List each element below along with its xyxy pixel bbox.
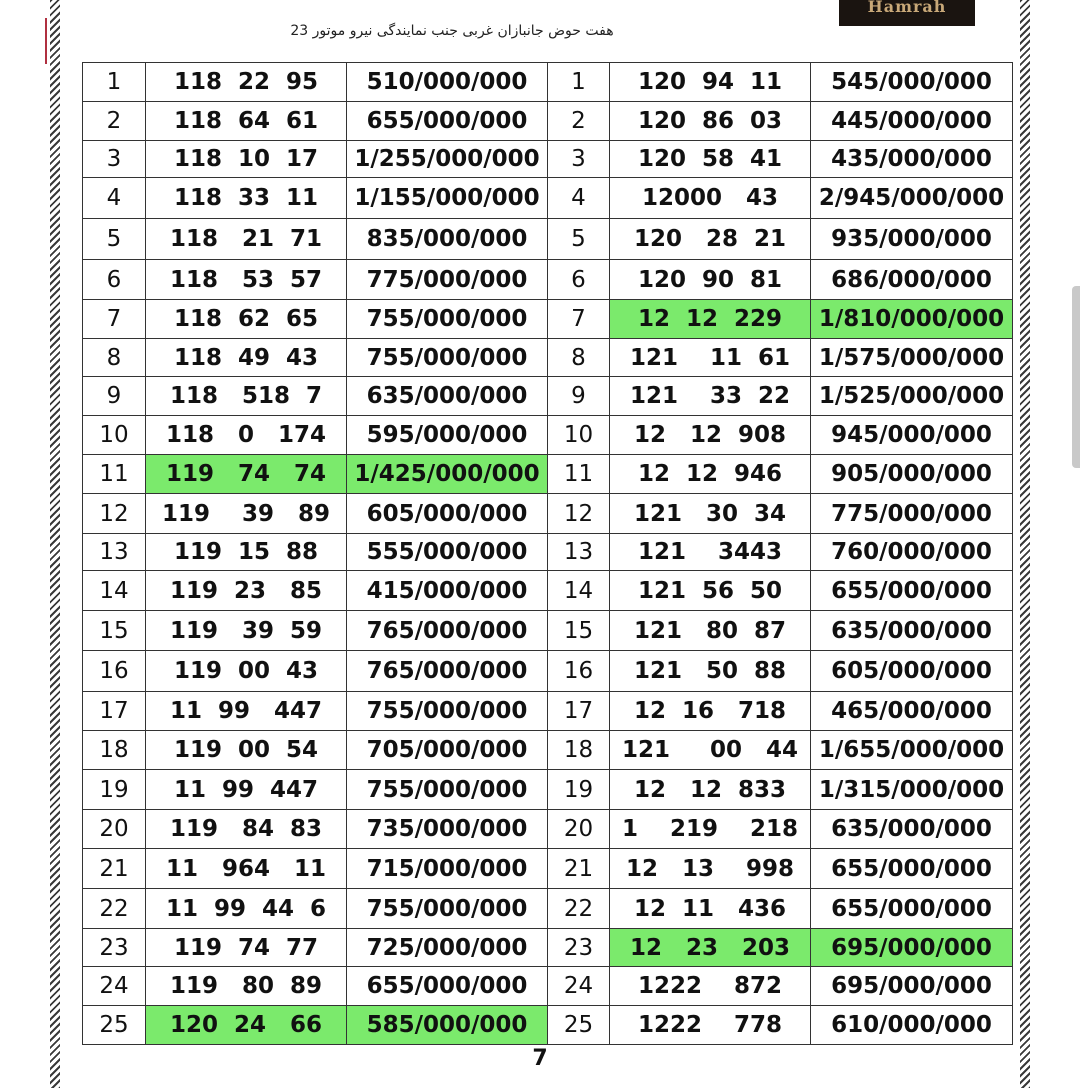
table-row [83,416,1013,455]
left-plate-number: 11 964 11 [146,849,347,889]
left-price: 755/000/000 [347,300,548,339]
table-row [83,300,1013,339]
left-price: 775/000/000 [347,260,548,300]
right-plate-number: 12 12 229 [610,300,811,339]
right-row-index: 17 [548,692,610,731]
right-plate-number: 121 56 50 [610,571,811,611]
right-price: 655/000/000 [811,571,1013,611]
page-title: هفت حوض جانبازان غربی جنب نمایندگی نیرو موتور 23 [290,23,614,39]
right-price: 545/000/000 [811,63,1013,102]
right-price: 695/000/000 [811,967,1013,1006]
table-row [83,63,1013,102]
right-price: 605/000/000 [811,651,1013,692]
right-price: 1/655/000/000 [811,731,1013,770]
right-row-index: 7 [548,300,610,339]
left-row-index: 21 [83,849,146,889]
right-plate-number: 12 23 203 [610,929,811,967]
left-row-index: 3 [83,141,146,178]
table-row [83,141,1013,178]
right-price: 655/000/000 [811,889,1013,929]
right-price: 465/000/000 [811,692,1013,731]
right-price: 686/000/000 [811,260,1013,300]
left-price: 715/000/000 [347,849,548,889]
decorative-border-right [1020,0,1030,1088]
right-price: 695/000/000 [811,929,1013,967]
left-plate-number: 119 39 59 [146,611,347,651]
table-row [83,339,1013,377]
right-plate-number: 121 80 87 [610,611,811,651]
left-price: 635/000/000 [347,377,548,416]
left-plate-number: 118 64 61 [146,102,347,141]
left-price: 1/155/000/000 [347,178,548,219]
right-price: 635/000/000 [811,810,1013,849]
right-price: 935/000/000 [811,219,1013,260]
right-plate-number: 121 33 22 [610,377,811,416]
left-row-index: 24 [83,967,146,1006]
left-price: 1/425/000/000 [347,455,548,494]
right-row-index: 8 [548,339,610,377]
left-price: 655/000/000 [347,102,548,141]
right-price: 655/000/000 [811,849,1013,889]
table-row [83,611,1013,651]
right-plate-number: 12 12 833 [610,770,811,810]
right-row-index: 15 [548,611,610,651]
left-plate-number: 11 99 44 6 [146,889,347,929]
table-row [83,810,1013,849]
left-row-index: 14 [83,571,146,611]
right-row-index: 24 [548,967,610,1006]
left-row-index: 7 [83,300,146,339]
left-row-index: 18 [83,731,146,770]
left-price: 725/000/000 [347,929,548,967]
right-plate-number: 121 00 44 [610,731,811,770]
table-row [83,889,1013,929]
left-price: 705/000/000 [347,731,548,770]
right-plate-number: 12 13 998 [610,849,811,889]
right-row-index: 4 [548,178,610,219]
right-plate-number: 120 58 41 [610,141,811,178]
right-row-index: 1 [548,63,610,102]
left-row-index: 25 [83,1006,146,1045]
right-plate-number: 121 3443 [610,534,811,571]
right-price: 905/000/000 [811,455,1013,494]
right-plate-number: 12 12 946 [610,455,811,494]
table-row [83,534,1013,571]
left-row-index: 20 [83,810,146,849]
left-row-index: 6 [83,260,146,300]
right-price: 445/000/000 [811,102,1013,141]
left-row-index: 17 [83,692,146,731]
left-plate-number: 119 00 54 [146,731,347,770]
left-row-index: 16 [83,651,146,692]
table-row [83,929,1013,967]
left-row-index: 12 [83,494,146,534]
left-plate-number: 118 10 17 [146,141,347,178]
scrollbar-thumb[interactable] [1072,286,1080,468]
left-plate-number: 11 99 447 [146,692,347,731]
left-plate-number: 118 49 43 [146,339,347,377]
table-row [83,571,1013,611]
left-plate-number: 118 21 71 [146,219,347,260]
left-row-index: 1 [83,63,146,102]
left-plate-number: 119 74 74 [146,455,347,494]
table-row [83,219,1013,260]
left-price: 765/000/000 [347,611,548,651]
right-row-index: 10 [548,416,610,455]
table-row [83,260,1013,300]
table-row [83,731,1013,770]
left-price: 735/000/000 [347,810,548,849]
right-row-index: 11 [548,455,610,494]
left-plate-number: 119 15 88 [146,534,347,571]
right-plate-number: 1222 778 [610,1006,811,1045]
right-plate-number: 12 11 436 [610,889,811,929]
left-row-index: 9 [83,377,146,416]
margin-mark [45,18,47,64]
right-row-index: 14 [548,571,610,611]
right-row-index: 2 [548,102,610,141]
left-price: 765/000/000 [347,651,548,692]
right-price: 1/315/000/000 [811,770,1013,810]
left-plate-number: 119 74 77 [146,929,347,967]
right-plate-number: 121 11 61 [610,339,811,377]
left-row-index: 4 [83,178,146,219]
left-row-index: 15 [83,611,146,651]
table-row [83,849,1013,889]
right-row-index: 18 [548,731,610,770]
left-row-index: 23 [83,929,146,967]
right-price: 2/945/000/000 [811,178,1013,219]
right-row-index: 22 [548,889,610,929]
right-price: 945/000/000 [811,416,1013,455]
right-plate-number: 121 50 88 [610,651,811,692]
left-price: 510/000/000 [347,63,548,102]
left-row-index: 13 [83,534,146,571]
right-plate-number: 120 90 81 [610,260,811,300]
right-row-index: 9 [548,377,610,416]
right-row-index: 19 [548,770,610,810]
table-row [83,692,1013,731]
left-plate-number: 120 24 66 [146,1006,347,1045]
left-row-index: 22 [83,889,146,929]
right-plate-number: 120 28 21 [610,219,811,260]
left-price: 1/255/000/000 [347,141,548,178]
left-plate-number: 119 00 43 [146,651,347,692]
table-row [83,455,1013,494]
left-price: 835/000/000 [347,219,548,260]
table-row [83,494,1013,534]
left-row-index: 5 [83,219,146,260]
left-price: 555/000/000 [347,534,548,571]
decorative-border-left [50,0,60,1088]
right-plate-number: 121 30 34 [610,494,811,534]
table-row [83,102,1013,141]
left-plate-number: 118 62 65 [146,300,347,339]
right-price: 1/810/000/000 [811,300,1013,339]
left-plate-number: 119 84 83 [146,810,347,849]
left-price: 755/000/000 [347,770,548,810]
left-plate-number: 118 518 7 [146,377,347,416]
right-row-index: 12 [548,494,610,534]
right-row-index: 20 [548,810,610,849]
left-price: 655/000/000 [347,967,548,1006]
brand-logo: Hamrah [839,0,975,26]
left-plate-number: 119 23 85 [146,571,347,611]
right-row-index: 23 [548,929,610,967]
left-row-index: 2 [83,102,146,141]
right-price: 635/000/000 [811,611,1013,651]
table-row [83,377,1013,416]
right-price: 1/525/000/000 [811,377,1013,416]
left-price: 605/000/000 [347,494,548,534]
left-row-index: 8 [83,339,146,377]
table-body [83,63,1013,1045]
left-price: 415/000/000 [347,571,548,611]
left-price: 755/000/000 [347,889,548,929]
right-price: 1/575/000/000 [811,339,1013,377]
left-price: 585/000/000 [347,1006,548,1045]
right-plate-number: 1 219 218 [610,810,811,849]
right-plate-number: 12 16 718 [610,692,811,731]
left-row-index: 11 [83,455,146,494]
right-plate-number: 120 86 03 [610,102,811,141]
left-plate-number: 118 33 11 [146,178,347,219]
left-price: 755/000/000 [347,692,548,731]
right-row-index: 21 [548,849,610,889]
left-row-index: 10 [83,416,146,455]
table-row [83,1006,1013,1045]
table-row [83,967,1013,1006]
right-plate-number: 12000 43 [610,178,811,219]
right-plate-number: 120 94 11 [610,63,811,102]
right-row-index: 3 [548,141,610,178]
left-price: 755/000/000 [347,339,548,377]
right-row-index: 16 [548,651,610,692]
table-row [83,178,1013,219]
price-table [82,62,1013,1045]
table-row [83,770,1013,810]
page-number: 7 [532,1046,548,1071]
right-price: 775/000/000 [811,494,1013,534]
right-row-index: 6 [548,260,610,300]
left-plate-number: 119 39 89 [146,494,347,534]
left-row-index: 19 [83,770,146,810]
left-plate-number: 11 99 447 [146,770,347,810]
left-plate-number: 119 80 89 [146,967,347,1006]
right-price: 760/000/000 [811,534,1013,571]
table-row [83,651,1013,692]
right-price: 610/000/000 [811,1006,1013,1045]
left-plate-number: 118 22 95 [146,63,347,102]
right-row-index: 5 [548,219,610,260]
left-plate-number: 118 53 57 [146,260,347,300]
right-plate-number: 1222 872 [610,967,811,1006]
right-row-index: 13 [548,534,610,571]
left-plate-number: 118 0 174 [146,416,347,455]
right-plate-number: 12 12 908 [610,416,811,455]
left-price: 595/000/000 [347,416,548,455]
right-price: 435/000/000 [811,141,1013,178]
right-row-index: 25 [548,1006,610,1045]
